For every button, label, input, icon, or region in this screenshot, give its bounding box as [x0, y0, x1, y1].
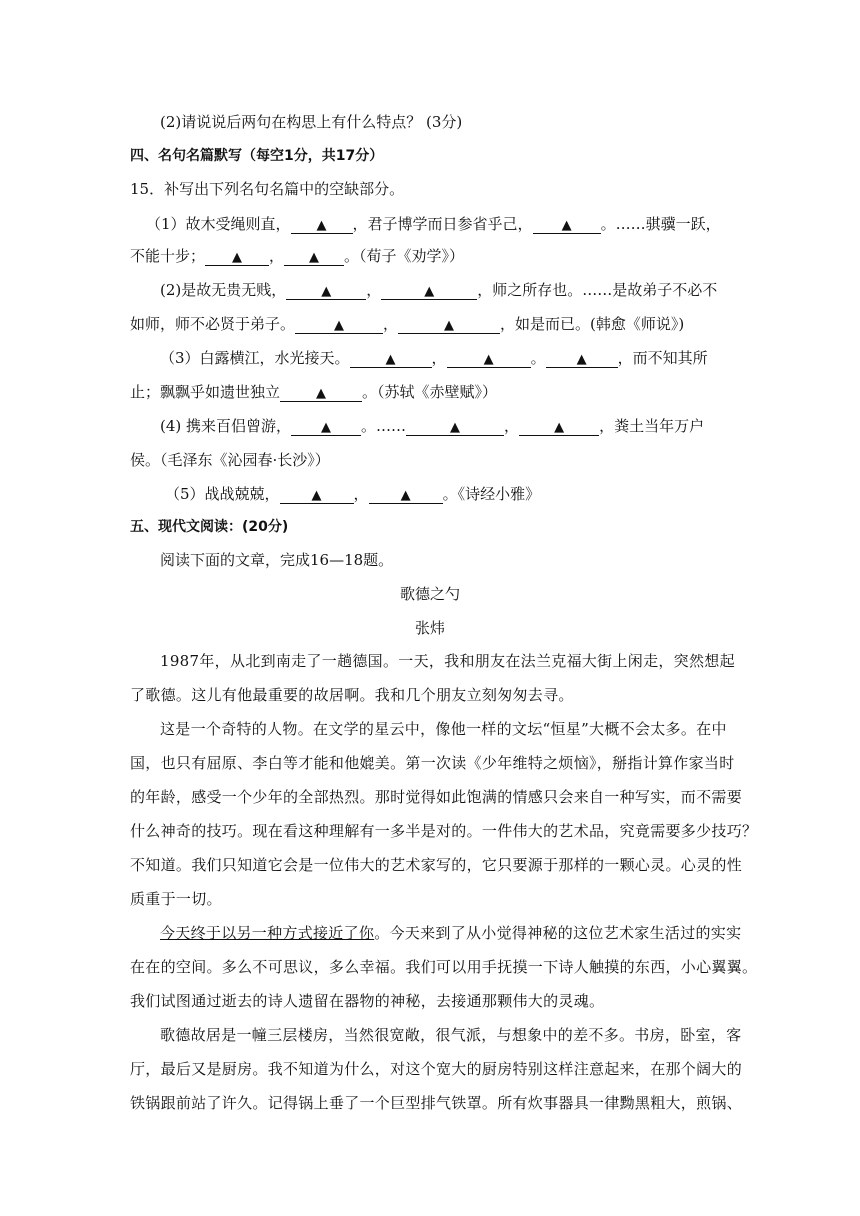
- q15-item4-line2: 侯。（毛泽东《沁园春·长沙》）: [130, 451, 330, 469]
- answer-blank[interactable]: [205, 247, 269, 266]
- triangle-icon: ▲: [385, 352, 396, 367]
- section5-instruction: 阅读下面的文章，完成16—18题。: [160, 551, 394, 569]
- article-p1-line: 1987年，从北到南走了一趟德国。一天，我和朋友在法兰克福大街上闲走，突然想起: [160, 652, 735, 670]
- answer-blank[interactable]: [546, 349, 618, 368]
- answer-blank[interactable]: [447, 349, 531, 368]
- answer-blank[interactable]: [533, 215, 601, 234]
- q15-item5-line1: （5）战战兢兢， ▲ ， ▲ 。《诗经小雅》: [165, 485, 541, 503]
- section5-title: 五、现代文阅读：(20分): [130, 519, 289, 535]
- article-title: 歌德之勺: [399, 585, 460, 603]
- article-p3-line: 在在的空间。多么不可思议，多么幸福。我们可以用手抚摸一下诗人触摸的东西，小心翼翼。: [130, 958, 758, 976]
- q15-item2-line2: 如师，师不必贤于弟子。 ▲ ， ▲ ，如是而已。(韩愈《师说》): [130, 315, 685, 333]
- article-p3-line: 今天终于以另一种方式接近了你。今天来到了从小觉得神秘的这位艺术家生活过的实实: [160, 924, 742, 942]
- triangle-icon: ▲: [316, 386, 327, 401]
- triangle-icon: ▲: [316, 218, 327, 233]
- answer-blank[interactable]: [284, 247, 344, 266]
- triangle-icon: ▲: [400, 488, 411, 503]
- article-p4-line: 厅，最后又是厨房。我不知道为什么，对这个宽大的厨房特别这样注意起来，在那个阔大的: [130, 1060, 743, 1078]
- answer-blank[interactable]: [350, 349, 432, 368]
- triangle-icon: ▲: [321, 284, 332, 299]
- q15-item1-line2: 不能十步； ▲ ， ▲ 。（荀子《劝学》）: [130, 247, 465, 265]
- article-p2-line: 国，也只有屈原、李白等才能和他媲美。第一次读《少年维特之烦恼》，掰指计算作家当时: [130, 754, 735, 772]
- article-p2-line: 质重于一切。: [130, 890, 222, 908]
- q15-item2-line1: (2)是故无贵无贱， ▲ ， ▲ ，师之所存也。……是故弟子不必不: [160, 281, 718, 299]
- answer-blank[interactable]: [369, 485, 443, 504]
- triangle-icon: ▲: [450, 420, 461, 435]
- q15-item1-line1: （1）故木受绳则直， ▲ ，君子博学而日参省乎己， ▲ 。……骐骥一跃，: [146, 215, 721, 233]
- q15-item3-line2: 止；飘飘乎如遗世独立 ▲ 。（苏轼《赤壁赋》）: [130, 383, 498, 401]
- triangle-icon: ▲: [424, 284, 435, 299]
- q15-item4-line1: (4) 携来百侣曾游， ▲ 。…… ▲ ， ▲ ，粪土当年万户: [160, 417, 705, 435]
- triangle-icon: ▲: [444, 318, 455, 333]
- triangle-icon: ▲: [483, 352, 494, 367]
- triangle-icon: ▲: [311, 488, 322, 503]
- answer-blank[interactable]: [398, 315, 500, 334]
- q15-stem: 15．补写出下列名句名篇中的空缺部分。: [130, 180, 405, 198]
- article-p1-line: 了歌德。这儿有他最重要的故居啊。我和几个朋友立刻匆匆去寻。: [130, 686, 574, 704]
- article-p2-line: 这是一个奇特的人物。在文学的星云中，像他一样的文坛“恒星”大概不会太多。在中: [160, 720, 727, 738]
- answer-blank[interactable]: [291, 417, 361, 436]
- article-p4-line: 歌德故居是一幢三层楼房，当然很宽敞，很气派，与想象中的差不多。书房，卧室，客: [160, 1026, 742, 1044]
- triangle-icon: ▲: [554, 420, 565, 435]
- article-p2-line: 什么神奇的技巧。现在看这种理解有一多半是对的。一件伟大的艺术品，究竟需要多少技巧？: [130, 822, 758, 840]
- q14-sub2: (2)请说说后两句在构思上有什么特点？ (3分): [160, 113, 463, 131]
- answer-blank[interactable]: [406, 417, 504, 436]
- answer-blank[interactable]: [280, 383, 362, 402]
- section4-title: 四、名句名篇默写（每空1分，共17分）: [130, 148, 384, 164]
- article-p4-line: 铁锅跟前站了许久。记得锅上垂了一个巨型排气铁罩。所有炊事器具一律黝黑粗大，煎锅、: [130, 1094, 743, 1112]
- triangle-icon: ▲: [232, 250, 243, 265]
- triangle-icon: ▲: [576, 352, 587, 367]
- q15-item3-line1: （3）白露横江，水光接天。 ▲ ， ▲ 。 ▲ ，而不知其所: [160, 349, 708, 367]
- answer-blank[interactable]: [280, 485, 354, 504]
- triangle-icon: ▲: [321, 420, 332, 435]
- answer-blank[interactable]: [519, 417, 599, 436]
- article-author: 张炜: [414, 619, 445, 637]
- triangle-icon: ▲: [334, 318, 345, 333]
- article-p2-line: 不知道。我们只知道它会是一位伟大的艺术家写的，它只要源于那样的一颗心灵。心灵的性: [130, 856, 743, 874]
- underlined-sentence: 今天终于以另一种方式接近了你: [160, 924, 375, 942]
- triangle-icon: ▲: [561, 218, 572, 233]
- triangle-icon: ▲: [309, 250, 320, 265]
- answer-blank[interactable]: [295, 315, 383, 334]
- answer-blank[interactable]: [381, 281, 477, 300]
- answer-blank[interactable]: [291, 215, 353, 234]
- answer-blank[interactable]: [286, 281, 366, 300]
- article-p2-line: 的年龄，感受一个少年的全部热烈。那时觉得如此饱满的情感只会来自一种写实，而不需要: [130, 788, 743, 806]
- article-p3-line: 我们试图通过逝去的诗人遗留在器物的神秘，去接通那颗伟大的灵魂。: [130, 992, 605, 1010]
